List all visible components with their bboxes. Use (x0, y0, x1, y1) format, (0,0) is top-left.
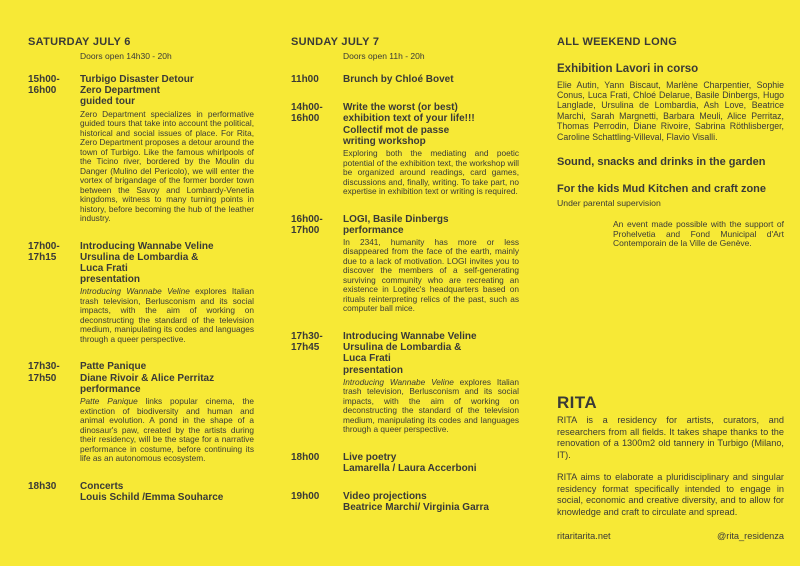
schedule-event-writing-workshop (291, 102, 519, 196)
exhibition-title: Exhibition Lavori in corso (557, 63, 699, 75)
title-line: Live poetry (343, 451, 397, 463)
title-line: performance (343, 224, 404, 236)
event-title (343, 331, 519, 376)
event-time (291, 214, 343, 314)
time-line: 15h00- (28, 74, 60, 85)
rita-website: ritaritarita.net (557, 531, 611, 541)
title-line: Luca Frati (343, 353, 391, 365)
event-title (343, 491, 519, 513)
event-description-text: In 2341, humanity has more or less disappeared from the face of the earth, mainly due to a lack of motivation. LOGI invites you to discover the members of a self-generating surviving community who are recreating an existence in Logitec's headquarters based on rituals reinterpreting relics of the past, such as computer ball mice. (343, 236, 519, 314)
event-description-lead: Introducing Wannabe Veline (80, 286, 190, 297)
title-line: Introducing Wannabe Veline (80, 240, 214, 252)
schedule-event-video-projections (291, 491, 519, 513)
title-line: writing workshop (343, 135, 426, 147)
title-line: Introducing Wannabe Veline (343, 330, 477, 342)
event-description (80, 397, 254, 464)
rita-title: RITA (557, 393, 597, 412)
title-line: Concerts (80, 480, 124, 492)
saturday-doors-info: Doors open 14h30 - 20h (80, 51, 172, 61)
event-title (343, 102, 519, 147)
event-content (343, 102, 519, 196)
event-description-text: links popular cinema, the extinction of biodiversity and human and animal evolution. A pond in the shape of a dinosaur's paw, created by the artists during their residency, will be the stage for a narrative performance in costume, before continuing its life as an autonomous ecosystem. (80, 396, 254, 464)
event-description-lead: Introducing Wannabe Veline (343, 376, 454, 387)
schedule-event-patte-panique (28, 361, 254, 463)
all-weekend-header: ALL WEEKEND LONG (557, 36, 678, 48)
title-line: performance (80, 383, 141, 395)
event-content (343, 491, 519, 513)
event-description-text: explores Italian trash television, Berlusconism and its social impacts, with the aim of working on deconstructing the standard of the television medium, manipulating its codes and languages through a queer perspective. (343, 376, 519, 435)
event-description (80, 110, 254, 224)
event-time (28, 481, 80, 503)
schedule-event-brunch (291, 74, 519, 85)
support-credit: An event made possible with the support of Prohelvetia and Fond Municipal d'Art Contemporain de la Ville de Genève. (613, 218, 784, 249)
event-description-text: Zero Department specializes in performative guided tours that take into account the political, historical and social issues of place. For Rita, Zero Department proposes a detour around the town of Turbigo. Like the famous whirlpools of the Ticino river, bordered by the Moulin du Danger (Mulino del Pericolo), we will enter the vortex of brigandage of the former border town between the Savoy and Lombardy-Venetia kingdoms, witness to many turning points in history, before becoming the hub of the leather industry. (80, 108, 254, 224)
event-title (343, 214, 519, 236)
event-title (80, 74, 254, 108)
event-content (343, 214, 519, 314)
event-description-text: explores Italian trash television, Berlusconism and its social impacts, with the aim of working on deconstructing the standard of the television medium, manipulating its codes and languages through a queer perspective. (80, 286, 254, 344)
time-line: 17h45 (291, 342, 320, 354)
time-line: 11h00 (291, 74, 319, 85)
sunday-doors-info: Doors open 11h - 20h (343, 51, 425, 61)
title-line: Patte Panique (80, 361, 147, 373)
exhibition-artist-list: Elie Autin, Yann Biscaut, Marlène Charpentier, Sophie Conus, Luca Frati, Chloé Delarue, Basile Dinbergs, Hugo Langlade, Ursulina de Lombardia, Ash Love, Beatrice Marchi, Sarah Margnetti, Barbara Meuli, Alice Perritaz, Thomas Perrodin, Diane Rivoire, Sabrina Röthlisberger, Caroline Schattling-Villeval, Flavio Visalli. (557, 79, 784, 142)
event-content (343, 74, 519, 85)
event-title (80, 481, 254, 503)
time-line: 17h15 (28, 251, 57, 263)
title-line: presentation (80, 274, 141, 286)
schedule-event-live-poetry (291, 452, 519, 474)
time-line: 17h00 (291, 224, 320, 236)
title-line: Louis Schild /Emma Souharce (80, 491, 224, 503)
title-line: LOGI, Basile Dinbergs (343, 213, 449, 225)
event-description-lead: Patte Panique (80, 396, 138, 407)
event-description (80, 287, 254, 344)
event-content (80, 481, 254, 503)
title-line: Video projections (343, 491, 427, 503)
schedule-event-wannabe-veline-sun (291, 331, 519, 435)
title-line: Ursulina de Lombardia & (80, 251, 199, 263)
kids-zone-note: Under parental supervision (557, 197, 661, 208)
title-line: Brunch by Chloé Bovet (343, 74, 454, 85)
event-content (80, 241, 254, 345)
rita-contact-row (557, 531, 784, 541)
saturday-header: SATURDAY JULY 6 (28, 36, 131, 48)
rita-about-block (557, 394, 784, 541)
schedule-event-wannabe-veline-sat (28, 241, 254, 345)
sunday-header: SUNDAY JULY 7 (291, 36, 380, 48)
event-title (80, 241, 254, 286)
time-line: 18h00 (291, 451, 320, 463)
title-line: Turbigo Disaster Detour (80, 74, 194, 85)
event-content (80, 361, 254, 463)
event-content (343, 331, 519, 435)
title-line: Beatrice Marchi/ Virginia Garra (343, 502, 489, 514)
event-title (80, 361, 254, 395)
event-time (28, 241, 80, 345)
title-line: exhibition text of your life!!! (343, 113, 475, 125)
event-time (28, 361, 80, 463)
event-time (291, 491, 343, 513)
title-line: Collectif mot de passe (343, 124, 450, 136)
title-line: Zero Department (80, 85, 161, 97)
rita-description-2: RITA aims to elaborate a pluridisciplinary and singular residency format specifically intended to engage in social, economic and creative diversity, and to allow for knowledge and craft to circulate and spread. (557, 472, 784, 517)
time-line: 17h50 (28, 372, 57, 384)
time-line: 14h00- (291, 102, 323, 114)
event-description (343, 378, 519, 435)
time-line: 18h30 (28, 480, 57, 492)
event-time (291, 102, 343, 196)
event-time (291, 452, 343, 474)
schedule-event-logi (291, 214, 519, 314)
event-title (343, 74, 519, 85)
event-description (343, 238, 519, 314)
saturday-column (28, 36, 254, 503)
event-time (291, 331, 343, 435)
sunday-column (291, 36, 519, 514)
event-description (343, 149, 519, 197)
title-line: Write the worst (or best) (343, 102, 458, 114)
time-line: 17h30- (291, 330, 323, 342)
rita-description-1: RITA is a residency for artists, curators, and researchers from all fields. It takes shape thanks to the renovation of a 1300m2 old tannery in Turbigo (Milano, IT). (557, 415, 784, 460)
event-content (80, 74, 254, 224)
event-title (343, 452, 519, 474)
event-time (291, 74, 343, 85)
time-line: 19h00 (291, 491, 320, 503)
title-line: Luca Frati (80, 263, 128, 275)
title-line: guided tour (80, 96, 135, 108)
event-content (343, 452, 519, 474)
kids-zone-line: For the kids Mud Kitchen and craft zone (557, 182, 767, 195)
title-line: presentation (343, 364, 404, 376)
title-line: Ursulina de Lombardia & (343, 342, 462, 354)
sound-snacks-line: Sound, snacks and drinks in the garden (557, 155, 766, 168)
rita-instagram-handle: @rita_residenza (716, 531, 784, 541)
schedule-event-turbigo (28, 74, 254, 224)
time-line: 17h00- (28, 240, 60, 252)
event-time (28, 74, 80, 224)
title-line: Diane Rivoir & Alice Perritaz (80, 372, 215, 384)
title-line: Lamarella / Laura Accerboni (343, 462, 477, 474)
time-line: 17h30- (28, 361, 60, 373)
schedule-event-concerts (28, 481, 254, 503)
time-line: 16h00 (291, 113, 320, 125)
event-description-text: Exploring both the mediating and poetic potential of the exhibition text, the workshop will be organized around readings, card games, discussions and, finally, writing. To take part, no expertise in exhibition text or writing is required. (343, 148, 519, 197)
time-line: 16h00- (291, 213, 323, 225)
time-line: 16h00 (28, 85, 57, 97)
all-weekend-column (557, 36, 784, 249)
